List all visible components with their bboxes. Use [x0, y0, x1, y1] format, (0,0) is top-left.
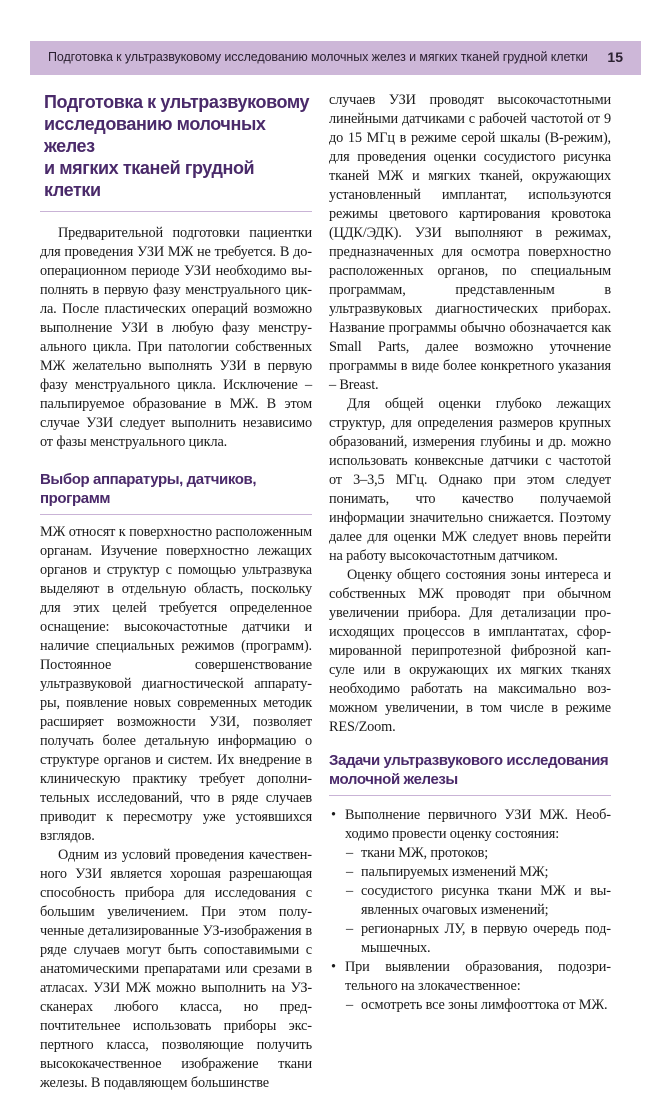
running-header-title: Подготовка к ультразвуковому исследованию молочных желез и мягких тканей грудной клетки — [48, 50, 588, 64]
sub-list-item-text: ткани МЖ, протоков; — [361, 845, 489, 861]
paragraph-equipment-1: МЖ относят к поверхностно расположенным органам. Изучение поверхностно лежащих органов и структур с помощью ультразвука выделяют в отдельную область, поскольку для этих целей требуется определенное оснащение: высокочастотные датчики и наличие специальных режимов (программ). Постоянное совершенствование ультразвуковой диагностической аппаратуры, появление новых современных методик расширяет возможности УЗИ, позволяет получать более детальную информацию о структуре органов и систем. Их внедрение в клиническую практику требует дополнительных исследований, что в ряде случаев приводит к пересмотру уже устоявшихся взглядов. — [40, 524, 312, 844]
sub-list-item-text: сосудистого рисунка ткани МЖ и выявленных очаговых изменений; — [361, 883, 611, 918]
page-number: 15 — [607, 49, 623, 65]
heading-line: Подготовка к ультразвуковому — [44, 92, 310, 112]
sub-list — [345, 844, 611, 958]
task-list — [329, 806, 611, 1015]
heading-line: исследованию молочных желез — [44, 114, 266, 156]
sub-list — [345, 996, 611, 1015]
bullet-icon: • — [331, 807, 336, 823]
heading-line: и мягких тканей грудной клетки — [44, 158, 255, 200]
dash-icon: – — [346, 845, 353, 861]
sub-list-item-text: пальпируемых изменений МЖ; — [361, 864, 549, 880]
dash-icon: – — [346, 864, 353, 880]
sub-list-item — [345, 996, 611, 1015]
sub-list-item — [345, 863, 611, 882]
dash-icon: – — [346, 921, 353, 937]
sub-list-item — [345, 920, 611, 958]
dash-icon: – — [346, 997, 353, 1013]
section-heading-tasks — [329, 751, 611, 796]
running-header — [30, 41, 641, 75]
section-heading-equipment: Выбор аппаратуры, датчиков, программ — [40, 470, 312, 515]
right-column — [329, 91, 611, 1015]
sub-list-item-text: осмотреть все зоны лимфооттока от МЖ. — [361, 997, 608, 1013]
dash-icon: – — [346, 883, 353, 899]
list-item — [329, 958, 611, 1015]
list-item — [329, 806, 611, 958]
bullet-icon: • — [331, 959, 336, 975]
list-item-text: При выявлении образования, подозрительного на злокачественное: — [345, 959, 611, 994]
section-heading-preparation — [40, 91, 312, 212]
list-item-text: Выполнение первичного УЗИ МЖ. Необходимо провести оценку состояния: — [345, 807, 611, 842]
heading-line: молочной железы — [329, 771, 458, 788]
paragraph-equipment-2: Одним из условий проведения качественного УЗИ является хорошая разрешающая способность прибора для исследования с большим увеличением. При этом полученные детализированные УЗ-изображения в ряде случаев могут быть сопоставимыми с анатомическими препаратами или срезами в атласах. УЗИ МЖ можно выполнить на УЗ-сканерах любого класса, но предпочтительнее использовать приборы экспертного класса, позволяющие получить высококачественное изображение ткани железы. В подавляющем большинстве — [40, 847, 312, 1091]
heading-line: Задачи ультразвукового исследования — [329, 752, 609, 769]
sub-list-item-text: регионарных ЛУ, в первую очередь подмышечных. — [361, 921, 611, 956]
paragraph-continuation-2: Для общей оценки глубоко лежащих структур, для определения размеров крупных образований, измерения глубины и др. можно использовать конвексные датчики с частотой от 3–3,5 МГц. Однако при этом следует понимать, что качество получаемой информации значительно снижается. Поэтому далее для оценки МЖ следует вновь перейти на работу высокочастотным датчиком. — [329, 396, 611, 564]
sub-list-item — [345, 844, 611, 863]
paragraph-continuation-1: случаев УЗИ проводят высокочастотными линейными датчиками с рабочей частотой от 9 до 15 МГц в режиме серой шкалы (В-режим), для проведения оценки сосудистого рисунка тканей МЖ и мягких тканей, окружающих установленный имплантат, используются режимы цветового картирования кровотока (ЦДК/ЭДК). УЗИ выполняют в режимах, предназначенных для осмотра поверхностно расположенных органов, по специальным программам, представленным в ультразвуковых диагностических приборах. Название программы обычно обозначается как Small Parts, далее возможно уточнение программы в виде более конкретного указания – Breast. — [329, 92, 611, 393]
paragraph-continuation-3: Оценку общего состояния зоны интереса и собственных МЖ проводят при обычном увеличении прибора. Для детализации происходящих процессов в имплантатах, сформированной перипротезной фиброзной капсуле или в окружающих их мягких тканях необходимо работать на максимально возможном увеличении, в том числе в режиме RES/Zoom. — [329, 567, 611, 735]
sub-list-item — [345, 882, 611, 920]
left-column — [40, 91, 312, 1093]
paragraph-intro: Предварительной подготовки пациентки для проведения УЗИ МЖ не требуется. В дооперационном периоде УЗИ необходимо выполнять в первую фазу менструального цикла. После пластических операций возможно выполнение УЗИ в любую фазу менструального цикла. При патологии собственных МЖ желательно выполнять УЗИ в первую фазу менструального цикла. Исключение – пальпируемое образование в МЖ. В этом случае УЗИ следует выполнить независимо от фазы менструального цикла. — [40, 225, 312, 450]
